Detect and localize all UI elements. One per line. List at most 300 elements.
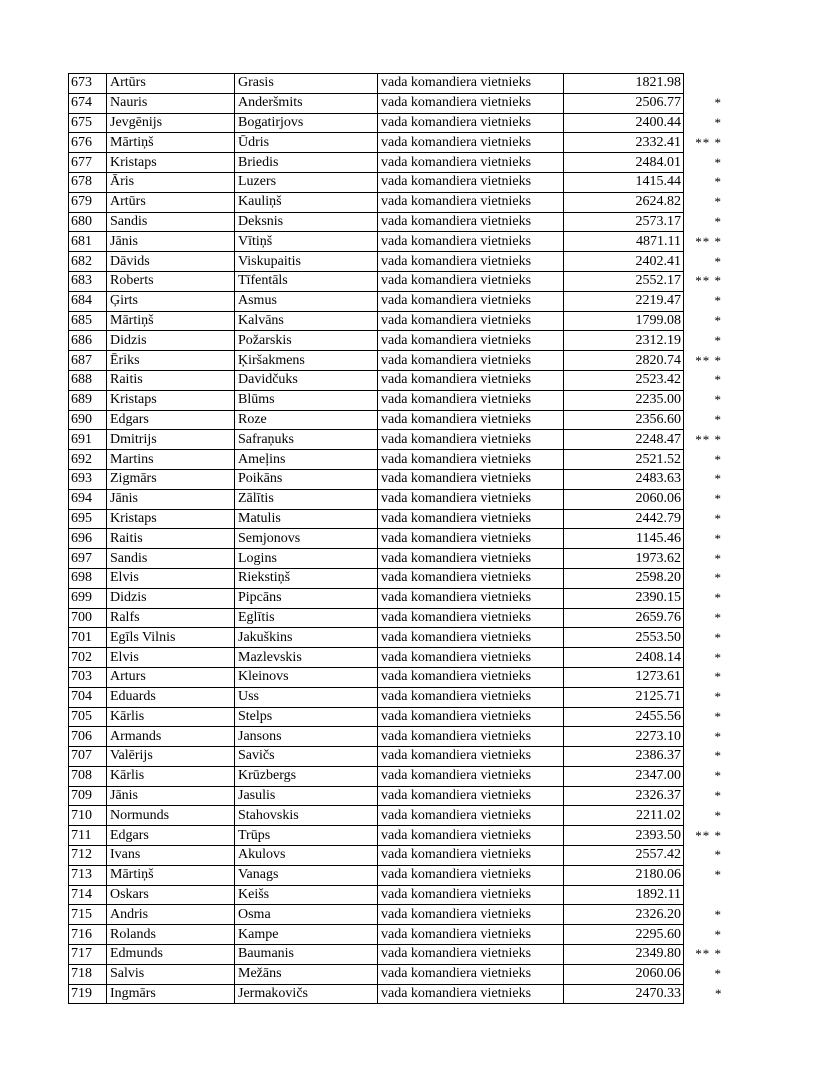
amount-cell: 1145.46 [564,529,684,549]
row-number-cell: 704 [69,687,107,707]
mark-cell: * [714,491,722,507]
amount-cell: 2402.41 [564,252,684,272]
table-row [69,252,727,272]
row-number-cell: 687 [69,351,107,371]
row-number-cell: 697 [69,549,107,569]
first-name-cell: Sandis [107,549,235,569]
amount-cell: 2484.01 [564,153,684,173]
mark-cell: ** * [695,233,722,249]
last-name-cell: Jasulis [235,786,378,806]
mark-cell: * [714,570,722,586]
position-cell: vada komandiera vietnieks [378,588,564,608]
amount-cell: 1415.44 [564,172,684,192]
mark-cell: * [714,867,722,883]
row-number-cell: 693 [69,469,107,489]
position-cell: vada komandiera vietnieks [378,153,564,173]
first-name-cell: Nauris [107,93,235,113]
position-cell: vada komandiera vietnieks [378,628,564,648]
row-number-cell: 694 [69,489,107,509]
last-name-cell: Kampe [235,925,378,945]
mark-cell: * [714,768,722,784]
first-name-cell: Mārtiņš [107,133,235,153]
amount-cell: 2326.20 [564,905,684,925]
position-cell: vada komandiera vietnieks [378,826,564,846]
position-cell: vada komandiera vietnieks [378,489,564,509]
row-number-cell: 681 [69,232,107,252]
last-name-cell: Keišs [235,885,378,905]
mark-cell: * [714,649,722,665]
amount-cell: 2386.37 [564,747,684,767]
position-cell: vada komandiera vietnieks [378,291,564,311]
first-name-cell: Ingmārs [107,984,235,1004]
position-cell: vada komandiera vietnieks [378,351,564,371]
position-cell: vada komandiera vietnieks [378,212,564,232]
last-name-cell: Deksnis [235,212,378,232]
table-row [69,370,727,390]
mark-cell: * [714,966,722,982]
last-name-cell: Jansons [235,727,378,747]
first-name-cell: Kārlis [107,707,235,727]
amount-cell: 2523.42 [564,370,684,390]
first-name-cell: Dmitrijs [107,430,235,450]
row-number-cell: 718 [69,964,107,984]
last-name-cell: Mazlevskis [235,648,378,668]
row-number-cell: 674 [69,93,107,113]
position-cell: vada komandiera vietnieks [378,727,564,747]
amount-cell: 2455.56 [564,707,684,727]
position-cell: vada komandiera vietnieks [378,687,564,707]
last-name-cell: Stelps [235,707,378,727]
mark-cell: ** * [695,273,722,289]
mark-cell: * [714,174,722,190]
last-name-cell: Vanags [235,865,378,885]
row-number-cell: 675 [69,113,107,133]
table-row [69,766,727,786]
position-cell: vada komandiera vietnieks [378,450,564,470]
mark-cell: * [714,213,722,229]
row-number-cell: 698 [69,568,107,588]
amount-cell: 2312.19 [564,331,684,351]
table-row [69,608,727,628]
mark-cell: * [714,253,722,269]
amount-cell: 2553.50 [564,628,684,648]
last-name-cell: Kleinovs [235,667,378,687]
mark-cell: * [714,312,722,328]
position-cell: vada komandiera vietnieks [378,648,564,668]
mark-cell: * [715,986,723,1002]
row-number-cell: 715 [69,905,107,925]
first-name-cell: Egīls Vilnis [107,628,235,648]
position-cell: vada komandiera vietnieks [378,172,564,192]
mark-cell: ** * [695,431,722,447]
first-name-cell: Didzis [107,331,235,351]
row-number-cell: 690 [69,410,107,430]
position-cell: vada komandiera vietnieks [378,509,564,529]
position-cell: vada komandiera vietnieks [378,390,564,410]
last-name-cell: Kauliņš [235,192,378,212]
amount-cell: 2552.17 [564,271,684,291]
first-name-cell: Jānis [107,489,235,509]
mark-cell: * [714,609,722,625]
last-name-cell: Stahovskis [235,806,378,826]
mark-cell: * [714,906,722,922]
position-cell: vada komandiera vietnieks [378,806,564,826]
position-cell: vada komandiera vietnieks [378,905,564,925]
mark-cell: * [714,708,722,724]
amount-cell: 2125.71 [564,687,684,707]
mark-cell: * [714,629,722,645]
table-row [69,588,727,608]
position-cell: vada komandiera vietnieks [378,945,564,965]
row-number-cell: 686 [69,331,107,351]
table-row [69,747,727,767]
position-cell: vada komandiera vietnieks [378,410,564,430]
table-row [69,865,727,885]
row-number-cell: 713 [69,865,107,885]
table-row [69,964,727,984]
amount-cell: 2557.42 [564,846,684,866]
table-row [69,271,727,291]
first-name-cell: Ēriks [107,351,235,371]
mark-cell: * [714,788,722,804]
first-name-cell: Normunds [107,806,235,826]
mark-cell: * [714,926,722,942]
row-number-cell: 705 [69,707,107,727]
last-name-cell: Savičs [235,747,378,767]
last-name-cell: Poikāns [235,469,378,489]
last-name-cell: Krūzbergs [235,766,378,786]
position-cell: vada komandiera vietnieks [378,232,564,252]
table-row [69,291,727,311]
last-name-cell: Semjonovs [235,529,378,549]
amount-cell: 2211.02 [564,806,684,826]
mark-cell: * [714,451,722,467]
row-number-cell: 711 [69,826,107,846]
amount-cell: 2470.33 [564,984,684,1004]
position-cell: vada komandiera vietnieks [378,252,564,272]
table-row [69,133,727,153]
first-name-cell: Jevgēnijs [107,113,235,133]
row-number-cell: 707 [69,747,107,767]
last-name-cell: Ķiršakmens [235,351,378,371]
table-row [69,113,727,133]
table-row [69,509,727,529]
row-number-cell: 702 [69,648,107,668]
table-row [69,469,727,489]
mark-cell: * [714,471,722,487]
amount-cell: 2349.80 [564,945,684,965]
mark-cell: * [714,154,722,170]
last-name-cell: Viskupaitis [235,252,378,272]
first-name-cell: Martins [107,450,235,470]
amount-cell: 2295.60 [564,925,684,945]
mark-cell: * [714,392,722,408]
last-name-cell: Logins [235,549,378,569]
last-name-cell: Davidčuks [235,370,378,390]
row-number-cell: 710 [69,806,107,826]
last-name-cell: Osma [235,905,378,925]
amount-cell: 2483.63 [564,469,684,489]
position-cell: vada komandiera vietnieks [378,608,564,628]
position-cell: vada komandiera vietnieks [378,964,564,984]
table-row [69,232,727,252]
amount-cell: 1973.62 [564,549,684,569]
position-cell: vada komandiera vietnieks [378,133,564,153]
amount-cell: 2820.74 [564,351,684,371]
first-name-cell: Andris [107,905,235,925]
table-row [69,687,727,707]
mark-cell: * [714,728,722,744]
position-cell: vada komandiera vietnieks [378,529,564,549]
amount-cell: 2273.10 [564,727,684,747]
first-name-cell: Armands [107,727,235,747]
first-name-cell: Kārlis [107,766,235,786]
amount-cell: 2060.06 [564,964,684,984]
table-row [69,628,727,648]
position-cell: vada komandiera vietnieks [378,93,564,113]
last-name-cell: Uss [235,687,378,707]
first-name-cell: Valērijs [107,747,235,767]
amount-cell: 2347.00 [564,766,684,786]
position-cell: vada komandiera vietnieks [378,707,564,727]
table-row [69,826,727,846]
first-name-cell: Elvis [107,648,235,668]
first-name-cell: Zigmārs [107,469,235,489]
last-name-cell: Vītiņš [235,232,378,252]
mark-cell: * [714,590,722,606]
table-row [69,648,727,668]
mark-cell: * [714,807,722,823]
first-name-cell: Raitis [107,529,235,549]
last-name-cell: Mežāns [235,964,378,984]
table-row [69,172,727,192]
amount-cell: 2442.79 [564,509,684,529]
position-cell: vada komandiera vietnieks [378,370,564,390]
first-name-cell: Ralfs [107,608,235,628]
position-cell: vada komandiera vietnieks [378,885,564,905]
amount-cell: 2659.76 [564,608,684,628]
row-number-cell: 683 [69,271,107,291]
first-name-cell: Artūrs [107,192,235,212]
position-cell: vada komandiera vietnieks [378,311,564,331]
first-name-cell: Didzis [107,588,235,608]
mark-cell: ** * [695,134,722,150]
row-number-cell: 688 [69,370,107,390]
row-number-cell: 673 [69,74,107,94]
first-name-cell: Edgars [107,410,235,430]
mark-cell: * [714,689,722,705]
amount-cell: 2624.82 [564,192,684,212]
row-number-cell: 678 [69,172,107,192]
row-number-cell: 677 [69,153,107,173]
position-cell: vada komandiera vietnieks [378,549,564,569]
position-cell: vada komandiera vietnieks [378,925,564,945]
table-row [69,806,727,826]
mark-cell: * [714,372,722,388]
position-cell: vada komandiera vietnieks [378,747,564,767]
position-cell: vada komandiera vietnieks [378,786,564,806]
row-number-cell: 679 [69,192,107,212]
position-cell: vada komandiera vietnieks [378,113,564,133]
amount-cell: 2219.47 [564,291,684,311]
last-name-cell: Kalvāns [235,311,378,331]
table-row [69,945,727,965]
first-name-cell: Roberts [107,271,235,291]
position-cell: vada komandiera vietnieks [378,846,564,866]
amount-cell: 2390.15 [564,588,684,608]
row-number-cell: 717 [69,945,107,965]
amount-cell: 2180.06 [564,865,684,885]
position-cell: vada komandiera vietnieks [378,667,564,687]
position-cell: vada komandiera vietnieks [378,469,564,489]
table-row [69,786,727,806]
row-number-cell: 709 [69,786,107,806]
last-name-cell: Matulis [235,509,378,529]
mark-cell: * [714,550,722,566]
first-name-cell: Edgars [107,826,235,846]
row-number-cell: 685 [69,311,107,331]
row-number-cell: 706 [69,727,107,747]
last-name-cell: Ameļins [235,450,378,470]
mark-cell: * [714,669,722,685]
table-row [69,153,727,173]
row-number-cell: 696 [69,529,107,549]
table-row [69,212,727,232]
row-number-cell: 695 [69,509,107,529]
first-name-cell: Salvis [107,964,235,984]
first-name-cell: Raitis [107,370,235,390]
amount-cell: 1799.08 [564,311,684,331]
mark-cell: * [714,293,722,309]
table-row [69,905,727,925]
amount-cell: 2400.44 [564,113,684,133]
amount-cell: 1821.98 [564,74,684,94]
mark-cell: * [714,95,722,111]
mark-cell [684,74,727,94]
mark-cell: * [714,114,722,130]
table-row [69,925,727,945]
table-row [69,410,727,430]
table-row [69,93,727,113]
table-row [69,529,727,549]
amount-cell: 2060.06 [564,489,684,509]
first-name-cell: Ivans [107,846,235,866]
table-row [69,568,727,588]
last-name-cell: Baumanis [235,945,378,965]
table-row [69,74,727,94]
mark-cell: * [714,847,722,863]
row-number-cell: 701 [69,628,107,648]
last-name-cell: Riekstiņš [235,568,378,588]
first-name-cell: Dāvids [107,252,235,272]
row-number-cell: 689 [69,390,107,410]
last-name-cell: Požarskis [235,331,378,351]
table-row [69,727,727,747]
position-cell: vada komandiera vietnieks [378,430,564,450]
row-number-cell: 708 [69,766,107,786]
table-row [69,192,727,212]
last-name-cell: Anderšmits [235,93,378,113]
row-number-cell: 712 [69,846,107,866]
mark-cell: * [714,332,722,348]
mark-cell: * [714,510,722,526]
last-name-cell: Pipcāns [235,588,378,608]
last-name-cell: Eglītis [235,608,378,628]
amount-cell: 2235.00 [564,390,684,410]
position-cell: vada komandiera vietnieks [378,865,564,885]
table-row [69,549,727,569]
last-name-cell: Ūdris [235,133,378,153]
table-row [69,351,727,371]
mark-cell: ** * [695,946,722,962]
position-cell: vada komandiera vietnieks [378,331,564,351]
first-name-cell: Ģirts [107,291,235,311]
first-name-cell: Kristaps [107,153,235,173]
last-name-cell: Jakuškins [235,628,378,648]
table-row [69,667,727,687]
table-row [69,707,727,727]
table-row [69,489,727,509]
mark-cell [684,885,727,905]
row-number-cell: 716 [69,925,107,945]
mark-cell: ** * [695,827,722,843]
first-name-cell: Oskars [107,885,235,905]
row-number-cell: 719 [69,984,107,1004]
table-row [69,450,727,470]
mark-cell: * [714,194,722,210]
mark-cell: ** * [695,352,722,368]
table-row [69,885,727,905]
last-name-cell: Briedis [235,153,378,173]
table-row [69,390,727,410]
row-number-cell: 691 [69,430,107,450]
last-name-cell: Bogatirjovs [235,113,378,133]
table-row [69,430,727,450]
last-name-cell: Zālītis [235,489,378,509]
amount-cell: 2332.41 [564,133,684,153]
table-row [69,311,727,331]
amount-cell: 2506.77 [564,93,684,113]
amount-cell: 2393.50 [564,826,684,846]
first-name-cell: Kristaps [107,390,235,410]
first-name-cell: Jānis [107,786,235,806]
row-number-cell: 676 [69,133,107,153]
row-number-cell: 714 [69,885,107,905]
row-number-cell: 682 [69,252,107,272]
first-name-cell: Kristaps [107,509,235,529]
row-number-cell: 680 [69,212,107,232]
first-name-cell: Edmunds [107,945,235,965]
last-name-cell: Blūms [235,390,378,410]
amount-cell: 2598.20 [564,568,684,588]
amount-cell: 1892.11 [564,885,684,905]
position-cell: vada komandiera vietnieks [378,984,564,1004]
last-name-cell: Safraņuks [235,430,378,450]
first-name-cell: Rolands [107,925,235,945]
last-name-cell: Asmus [235,291,378,311]
amount-cell: 1273.61 [564,667,684,687]
first-name-cell: Āris [107,172,235,192]
first-name-cell: Sandis [107,212,235,232]
amount-cell: 4871.11 [564,232,684,252]
amount-cell: 2408.14 [564,648,684,668]
first-name-cell: Eduards [107,687,235,707]
table-row [69,331,727,351]
first-name-cell: Mārtiņš [107,865,235,885]
salary-table-body [69,74,727,1004]
last-name-cell: Jermakovičs [235,984,378,1004]
amount-cell: 2573.17 [564,212,684,232]
